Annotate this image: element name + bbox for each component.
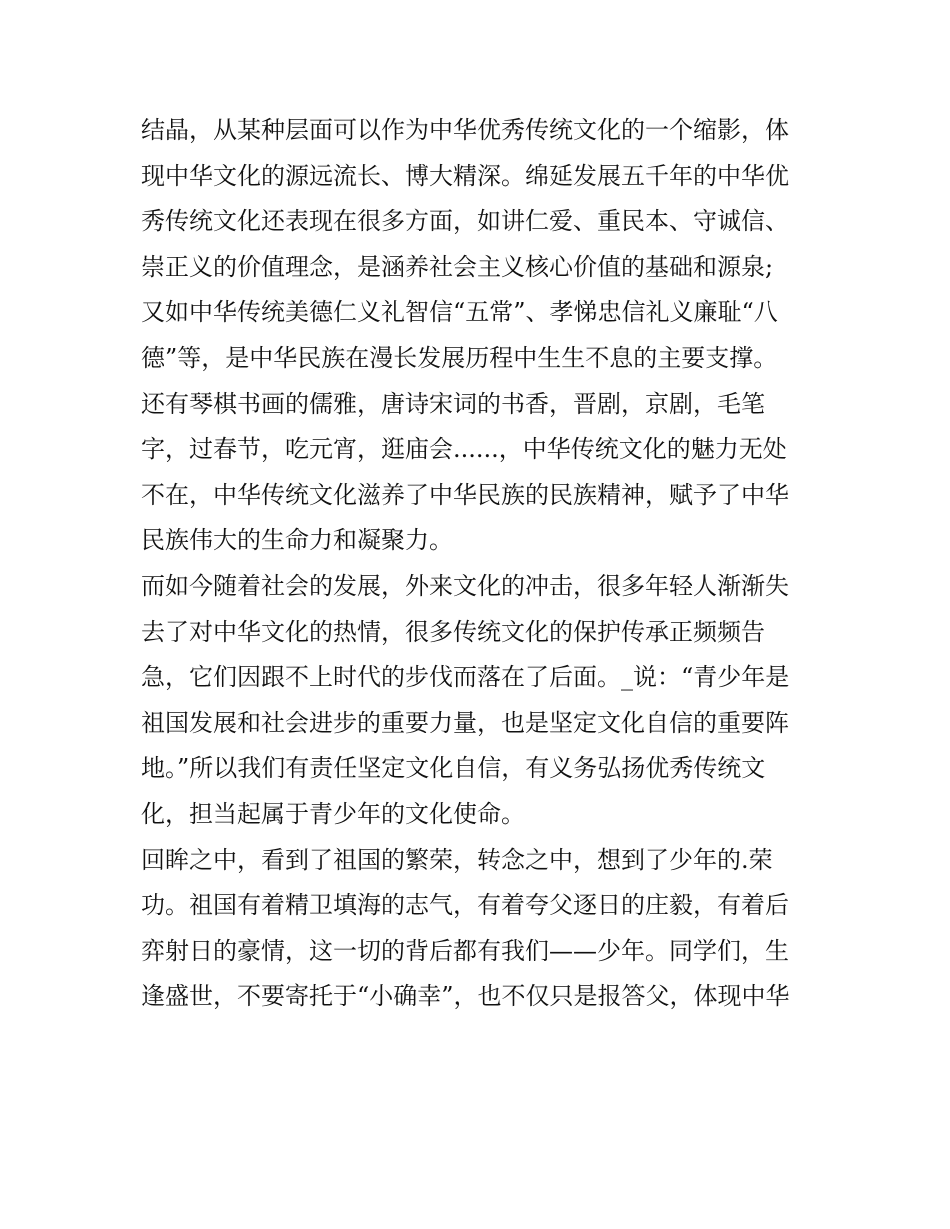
text-line: 字，过春节，吃元宵，逛庙会......，中华传统文化的魅力无处: [141, 435, 787, 464]
text-line: 回眸之中，看到了祖国的繁荣，转念之中，想到了少年的.荣: [141, 845, 773, 874]
text-line: 而如今随着社会的发展，外来文化的冲击，很多年轻人渐渐失: [141, 571, 789, 600]
text-line: 弈射日的豪情，这一切的背后都有我们——少年。同学们，生: [141, 936, 789, 965]
text-line: 功。祖国有着精卫填海的志气，有着夸父逐日的庄毅，有着后: [141, 891, 789, 920]
text-line: 又如中华传统美德仁义礼智信“五常”、孝悌忠信礼义廉耻“八: [141, 298, 778, 327]
text-line: 不在，中华传统文化滋养了中华民族的民族精神，赋予了中华: [141, 480, 789, 509]
text-line: 急，它们因跟不上时代的步伐而落在了后面。_说：“青少年是: [141, 663, 790, 692]
text-line: 秀传统文化还表现在很多方面，如讲仁爱、重民本、守诚信、: [141, 207, 789, 236]
text-line: 现中华文化的源远流长、博大精深。绵延发展五千年的中华优: [141, 161, 789, 190]
text-line: 德”等，是中华民族在漫长发展历程中生生不息的主要支撑。: [141, 343, 778, 372]
text-line: 崇正义的价值理念，是涵养社会主义核心价值的基础和源泉;: [141, 252, 774, 281]
text-line: 逢盛世，不要寄托于“小确幸”，也不仅只是报答父，体现中华: [141, 982, 790, 1011]
text-line: 去了对中华文化的热情，很多传统文化的保护传承正频频告: [141, 617, 765, 646]
text-line: 结晶，从某种层面可以作为中华优秀传统文化的一个缩影，体: [141, 116, 789, 144]
text-line: 民族伟大的生命力和凝聚力。: [141, 526, 453, 555]
body-text: [141, 108, 821, 1020]
text-line: 地。”所以我们有责任坚定文化自信，有义务弘扬优秀传统文: [141, 754, 766, 783]
text-line: 祖国发展和社会进步的重要力量，也是坚定文化自信的重要阵: [141, 708, 789, 737]
text-line: 还有琴棋书画的儒雅，唐诗宋词的书香，晋剧，京剧，毛笔: [141, 389, 765, 418]
text-line: 化，担当起属于青少年的文化使命。: [141, 799, 525, 828]
